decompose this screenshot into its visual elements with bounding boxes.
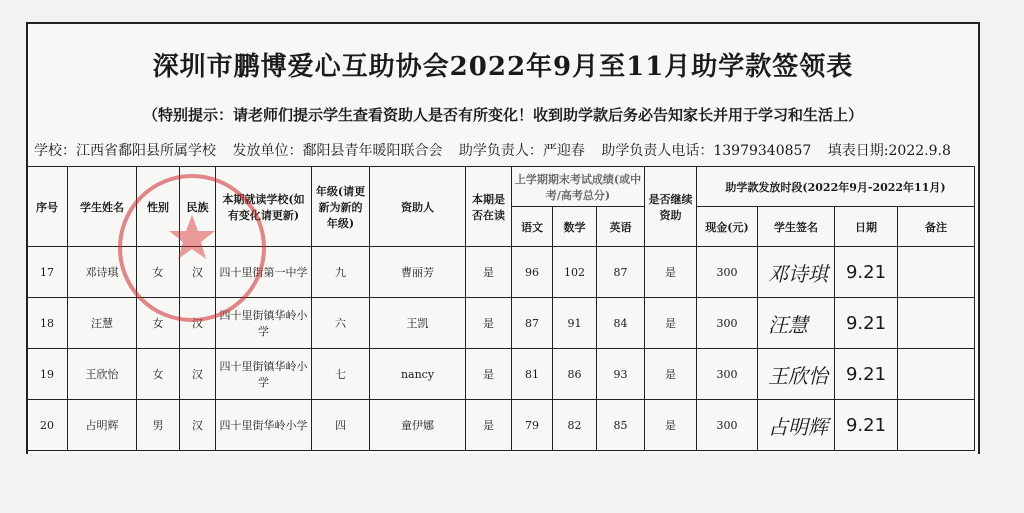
- header-signature: 学生签名: [758, 207, 835, 247]
- header-school: 本期就读学校(如有变化请更新): [216, 167, 312, 247]
- cell-chinese: 81: [512, 349, 553, 400]
- cell-math: 102: [553, 247, 597, 298]
- cell-sponsor: nancy: [370, 349, 466, 400]
- cell-ethnicity: 汉: [180, 349, 216, 400]
- issuer-info: 发放单位：鄱阳县青年暖阳联合会: [232, 143, 443, 159]
- cell-continue: 是: [645, 298, 697, 349]
- phone-info: 助学负责人电话：13979340857: [601, 143, 812, 159]
- cell-grade: 六: [312, 298, 370, 349]
- cell-english: 87: [597, 247, 645, 298]
- cell-grade: 七: [312, 349, 370, 400]
- cell-gender: 女: [137, 247, 180, 298]
- cell-sponsor: 曹丽芳: [370, 247, 466, 298]
- signoff-sheet: [26, 22, 980, 454]
- cell-remark: [898, 349, 975, 400]
- header-math: 数学: [553, 207, 597, 247]
- cell-enrolled: 是: [466, 247, 512, 298]
- cell-cash: 300: [697, 298, 758, 349]
- table-row: [27, 247, 975, 298]
- cell-name: 占明辉: [68, 400, 137, 451]
- table-row: [27, 400, 975, 451]
- cell-no: 20: [27, 400, 68, 451]
- cell-signature: 占明辉: [758, 400, 835, 451]
- header-chinese: 语文: [512, 207, 553, 247]
- table-row: [27, 349, 975, 400]
- cell-school: 四十里街镇华岭小学: [216, 349, 312, 400]
- cell-grade: 九: [312, 247, 370, 298]
- cell-ethnicity: 汉: [180, 400, 216, 451]
- cell-english: 85: [597, 400, 645, 451]
- table-row: [27, 298, 975, 349]
- header-date: 日期: [835, 207, 898, 247]
- page-title: 深圳市鹏博爱心互助协会2022年9月至11月助学款签领表: [152, 52, 854, 82]
- header-scores: 上学期期末考试成绩(或中考/高考总分): [512, 167, 645, 207]
- special-notice: （特别提示：请老师们提示学生查看资助人是否有所变化！收到助学款后务必告知家长并用于学习和生活上）: [142, 106, 863, 124]
- cell-remark: [898, 298, 975, 349]
- cell-date: 9.21: [835, 298, 898, 349]
- cell-chinese: 96: [512, 247, 553, 298]
- cell-signature: 汪慧: [758, 298, 835, 349]
- cell-enrolled: 是: [466, 400, 512, 451]
- header-enrolled: 本期是否在读: [466, 167, 512, 247]
- cell-enrolled: 是: [466, 298, 512, 349]
- cell-gender: 男: [137, 400, 180, 451]
- cell-school: 四十里街华岭小学: [216, 400, 312, 451]
- contact-info: 助学负责人：严迎春: [458, 143, 585, 159]
- header-period: 助学款发放时段(2022年9月-2022年11月): [697, 167, 975, 207]
- cell-date: 9.21: [835, 349, 898, 400]
- cell-remark: [898, 247, 975, 298]
- cell-ethnicity: 汉: [180, 247, 216, 298]
- cell-school: 四十里街第一中学: [216, 247, 312, 298]
- cell-chinese: 87: [512, 298, 553, 349]
- cell-english: 93: [597, 349, 645, 400]
- cell-remark: [898, 400, 975, 451]
- cell-gender: 女: [137, 298, 180, 349]
- header-cash: 现金(元): [697, 207, 758, 247]
- header-english: 英语: [597, 207, 645, 247]
- cell-sponsor: 童伊娜: [370, 400, 466, 451]
- cell-no: 19: [27, 349, 68, 400]
- header-no: 序号: [27, 167, 68, 247]
- header-sponsor: 资助人: [370, 167, 466, 247]
- cell-cash: 300: [697, 400, 758, 451]
- cell-math: 82: [553, 400, 597, 451]
- cell-continue: 是: [645, 349, 697, 400]
- school-info: 学校：江西省鄱阳县所属学校: [34, 143, 216, 159]
- fill-date: 填表日期:2022.9.8: [827, 143, 951, 159]
- header-grade: 年级(请更新为新的年级): [312, 167, 370, 247]
- cell-gender: 女: [137, 349, 180, 400]
- cell-ethnicity: 汉: [180, 298, 216, 349]
- cell-enrolled: 是: [466, 349, 512, 400]
- cell-date: 9.21: [835, 247, 898, 298]
- header-ethnicity: 民族: [180, 167, 216, 247]
- cell-continue: 是: [645, 247, 697, 298]
- cell-math: 86: [553, 349, 597, 400]
- header-name: 学生姓名: [68, 167, 137, 247]
- grant-table: [26, 166, 975, 451]
- cell-no: 17: [27, 247, 68, 298]
- cell-name: 邓诗琪: [68, 247, 137, 298]
- cell-math: 91: [553, 298, 597, 349]
- cell-no: 18: [27, 298, 68, 349]
- header-gender: 性别: [137, 167, 180, 247]
- cell-grade: 四: [312, 400, 370, 451]
- cell-signature: 王欣怡: [758, 349, 835, 400]
- header-continue: 是否继续资助: [645, 167, 697, 247]
- cell-cash: 300: [697, 349, 758, 400]
- cell-english: 84: [597, 298, 645, 349]
- cell-school: 四十里街镇华岭小学: [216, 298, 312, 349]
- cell-continue: 是: [645, 400, 697, 451]
- cell-name: 王欣怡: [68, 349, 137, 400]
- cell-date: 9.21: [835, 400, 898, 451]
- header-remark: 备注: [898, 207, 975, 247]
- cell-cash: 300: [697, 247, 758, 298]
- cell-name: 汪慧: [68, 298, 137, 349]
- cell-signature: 邓诗琪: [758, 247, 835, 298]
- cell-chinese: 79: [512, 400, 553, 451]
- cell-sponsor: 王凯: [370, 298, 466, 349]
- info-line: [34, 140, 963, 160]
